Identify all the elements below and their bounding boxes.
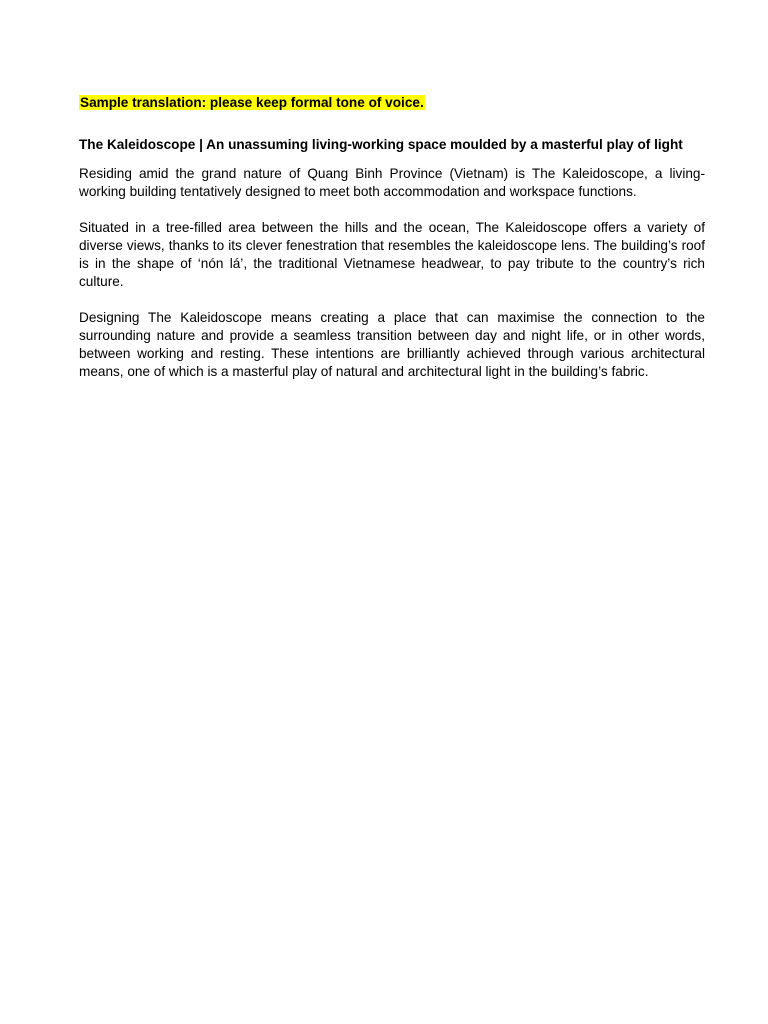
highlighted-note-text: Sample translation: please keep formal tone of voice. <box>80 95 424 110</box>
paragraph-1: Residing amid the grand nature of Quang Binh Province (Vietnam) is The Kaleidoscope, a living-working building tentatively designed to meet both accommodation and workspace functions. <box>79 166 705 199</box>
translation-note <box>79 94 705 111</box>
paragraph-3: Designing The Kaleidoscope means creating a place that can maximise the connection to the surrounding nature and provide a seamless transition between day and night life, or in other words, between working and resting. These intentions are brilliantly achieved through various architectural means, one of which is a masterful play of natural and architectural light in the building’s fabric. <box>79 310 705 379</box>
article-title: The Kaleidoscope | An unassuming living-working space moulded by a masterful play of light <box>79 137 683 152</box>
document-body <box>79 94 705 381</box>
paragraph-2: Situated in a tree-filled area between the hills and the ocean, The Kaleidoscope offers a variety of diverse views, thanks to its clever fenestration that resembles the kaleidoscope lens. The building’s roof is in the shape of ‘nón lá’, the traditional Vietnamese headwear, to pay tribute to the country’s rich culture. <box>79 220 705 289</box>
